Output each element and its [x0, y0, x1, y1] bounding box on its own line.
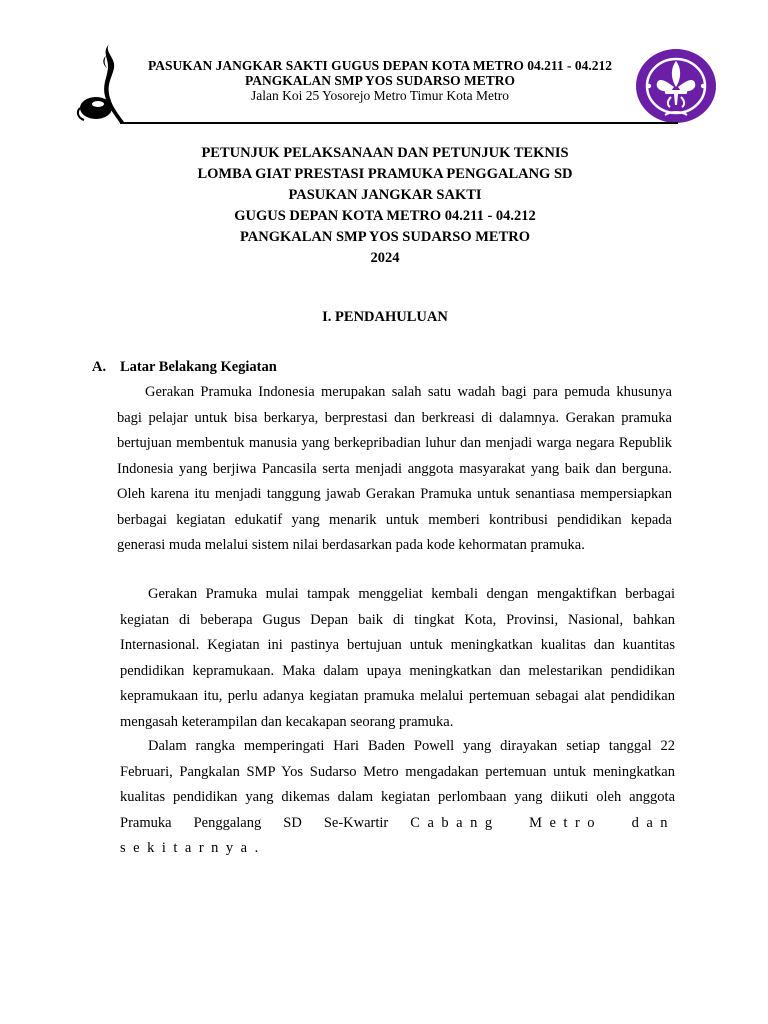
subsection-letter: A. [92, 359, 107, 375]
document-title [90, 143, 680, 269]
paragraph: Gerakan Pramuka Indonesia merupakan salah satu wadah bagi para pemuda khusunya bagi pelajar untuk bisa berkarya, berprestasi dan berkreasi di dalamnya. Gerakan pramuka bertujuan membentuk manusia yang berkepribadian luhur dan menjadi warga negara Republik Indonesia yang berjiwa Pancasila serta menjadi anggota masyarakat yang baik dan berguna. Oleh karena itu menjadi tanggung jawab Gerakan Pramuka untuk senantiasa mempersiapkan berbagai kegiatan edukatif yang menarik untuk memberi kontribusi pendidikan kepada generasi muda melalui sistem nilai berdasarkan pada kode kehormatan pramuka. [117, 384, 672, 553]
paragraph-text: Dalam rangka memperingati Hari Baden Powell yang dirayakan setiap tanggal 22 Februari, Pangkalan SMP Yos Sudarso Metro mengadakan pertemuan untuk meningkatkan kualitas pendidikan yang dikemas dalam kegiatan perlombaan yang diikuti oleh anggota Pramuka Penggalang SD Se-Kwartir [120, 738, 675, 831]
letterhead [120, 58, 640, 103]
subsection-heading [92, 359, 277, 376]
title-line: PETUNJUK PELAKSANAAN DAN PETUNJUK TEKNIS [201, 145, 569, 161]
letterhead-organization: PASUKAN JANGKAR SAKTI GUGUS DEPAN KOTA METRO 04.211 - 04.212 [148, 58, 612, 73]
title-line: GUGUS DEPAN KOTA METRO 04.211 - 04.212 [234, 208, 536, 224]
world-scout-emblem-icon [635, 47, 717, 125]
letterhead-address: Jalan Koi 25 Yosorejo Metro Timur Kota Metro [250, 88, 509, 103]
subsection-title: Latar Belakang Kegiatan [120, 359, 277, 375]
section-heading: I. PENDAHULUAN [322, 309, 448, 325]
title-line: PANGKALAN SMP YOS SUDARSO METRO [239, 229, 531, 245]
letterhead-divider [120, 122, 678, 124]
paragraph-tail: Cabang Metro dan sekitarnya. [120, 814, 676, 856]
title-line: LOMBA GIAT PRESTASI PRAMUKA PENGGALANG SD [197, 166, 573, 182]
paragraph: Gerakan Pramuka mulai tampak menggeliat kembali dengan mengaktifkan berbagai kegiatan di beberapa Gugus Depan baik di tingkat Kota, Provinsi, Nasional, bahkan Internasional. Kegiatan ini pastinya bertujuan untuk meningkatkan kualitas dan kuantitas pendidikan kepramukaan. Maka dalam upaya meningkatkan dan melestarikan pendidikan kepramukaan itu, perlu adanya kegiatan pramuka melalui pertemuan sebagai alat pendidikan mengasah keterampilan dan kecakapan seorang pramuka. [120, 586, 675, 730]
paragraph [120, 734, 675, 862]
title-year: 2024 [370, 250, 400, 266]
letterhead-base: PANGKALAN SMP YOS SUDARSO METRO [244, 73, 516, 88]
title-line: PASUKAN JANGKAR SAKTI [288, 187, 482, 203]
